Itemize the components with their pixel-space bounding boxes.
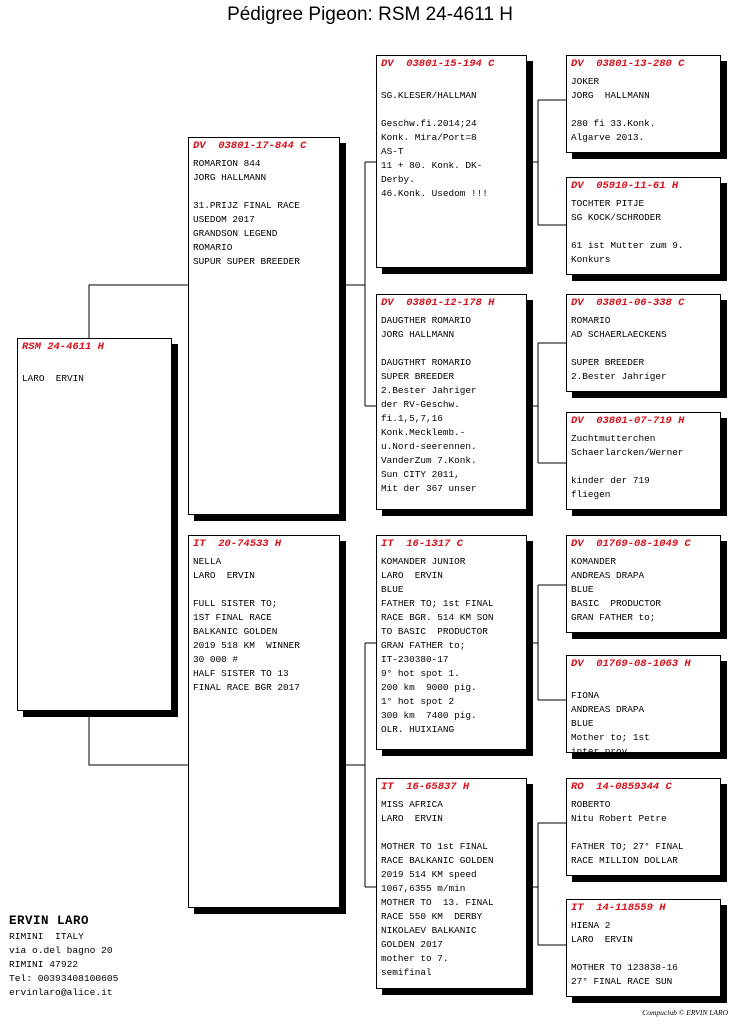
breeder-line: RIMINI 47922 xyxy=(9,959,79,971)
pedigree-card-sire-sire xyxy=(376,55,527,268)
card-line: fi.1,5,7,16 xyxy=(381,413,443,424)
ring-number: RSM 24-4611 H xyxy=(22,341,104,353)
pedigree-card-dsd xyxy=(566,655,721,757)
card-line: 1067,6355 m/min xyxy=(381,883,466,894)
ring-number: IT 20-74533 H xyxy=(193,538,282,550)
page-title: Pédigree Pigeon: RSM 24-4611 H xyxy=(227,4,513,25)
card-line: NELLA xyxy=(193,556,222,567)
card-line: AD SCHAERLAECKENS xyxy=(571,329,667,340)
card-line: ANDREAS DRAPA xyxy=(571,704,645,715)
card-line: mother to 7. xyxy=(381,953,449,964)
card-line: u.Nord-seerennen. xyxy=(381,441,477,452)
ring-number: IT 16-65837 H xyxy=(381,781,470,793)
card-line: MOTHER TO 13. FINAL xyxy=(381,897,494,908)
card-line: RACE BALKANIC GOLDEN xyxy=(381,855,494,866)
card-line: 2.Bester Jahriger xyxy=(571,371,667,382)
card-line: GRANDSON LEGEND xyxy=(193,228,278,239)
card-line: IT-230380-17 xyxy=(381,654,449,665)
card-line: LARO ERVIN xyxy=(193,570,255,581)
pedigree-card-sds xyxy=(566,294,721,392)
card-line: DAUGTHER ROMARIO xyxy=(381,315,472,326)
card-line: Sun CITY 2011, xyxy=(381,469,460,480)
card-line: Geschw.fi.2014;24 xyxy=(381,118,477,129)
card-line: Zuchtmutterchen xyxy=(571,433,656,444)
pedigree-card-sdd xyxy=(566,412,721,510)
card-line: RACE BGR. 514 KM SON xyxy=(381,612,494,623)
card-line: FULL SISTER TO; xyxy=(193,598,278,609)
pedigree-card-dam-dam xyxy=(376,778,527,989)
ring-number: DV 03801-07-719 H xyxy=(571,415,685,427)
card-line: Schaerlarcken/Werner xyxy=(571,447,684,458)
breeder-line: via o.del bagno 20 xyxy=(9,945,113,957)
card-line: 2.Bester Jahriger xyxy=(381,385,477,396)
card-line: 61 ist Mutter zum 9. xyxy=(571,240,684,251)
card-line: HALF SISTER TO 13 xyxy=(193,668,289,679)
card-line: ROMARIO xyxy=(571,315,611,326)
card-line: RACE MILLION DOLLAR xyxy=(571,855,678,866)
card-line: Algarve 2013. xyxy=(571,132,645,143)
card-line: SG KOCK/SCHRODER xyxy=(571,212,662,223)
card-line: SG.KLESER/HALLMAN xyxy=(381,90,477,101)
card-line: GRAN FATHER to; xyxy=(381,640,466,651)
card-line: LARO ERVIN xyxy=(571,934,633,945)
pedigree-card-dds xyxy=(566,778,721,876)
card-line: Konk. Mira/Port=8 xyxy=(381,132,477,143)
breeder-info xyxy=(9,912,118,1000)
card-line: LARO ERVIN xyxy=(381,570,443,581)
ring-number: IT 14-118559 H xyxy=(571,902,666,914)
card-line: 11 + 80. Konk. DK- xyxy=(381,160,483,171)
card-line: BLUE xyxy=(381,584,404,595)
card-line: Derby. xyxy=(381,174,415,185)
card-line: 9° hot spot 1. xyxy=(381,668,460,679)
breeder-email: ervinlaro@alice.it xyxy=(9,987,113,999)
pedigree-card-sire xyxy=(188,137,340,515)
card-line: JORG HALLMANN xyxy=(571,90,650,101)
card-line: semifinal xyxy=(381,967,432,978)
ring-number: DV 01769-08-1049 C xyxy=(571,538,691,550)
card-line: 2019 514 KM speed xyxy=(381,869,477,880)
footer-credit: Compuclub © ERVIN LARO xyxy=(642,1008,728,1017)
card-line: Nitu Robert Petre xyxy=(571,813,667,824)
pedigree-card-dss xyxy=(566,535,721,633)
card-line: HIENA 2 xyxy=(571,920,611,931)
pedigree-card-subject xyxy=(17,338,172,711)
breeder-line: Tel: 00393408100605 xyxy=(9,973,119,985)
ring-number: RO 14-0859344 C xyxy=(571,781,672,793)
card-line: 280 fi 33.Konk. xyxy=(571,118,656,129)
card-line: fliegen xyxy=(571,489,611,500)
card-line: BLUE xyxy=(571,718,594,729)
card-line: 1° hot spot 2 xyxy=(381,696,455,707)
card-line: Mother to; 1st xyxy=(571,732,650,743)
card-line: ROMARION 844 xyxy=(193,158,261,169)
card-line: Mit der 367 unser xyxy=(381,483,477,494)
card-line: AS-T xyxy=(381,146,404,157)
pedigree-card-sss xyxy=(566,55,721,153)
card-line: inter.prov. xyxy=(571,746,633,757)
card-line: OLR. HUIXIANG xyxy=(381,724,455,735)
card-line: 46.Konk. Usedom !!! xyxy=(381,188,488,199)
card-line: 27° FINAL RACE SUN xyxy=(571,976,673,987)
ring-number: DV 03801-13-280 C xyxy=(571,58,685,70)
card-line: 2019 518 KM WINNER xyxy=(193,640,300,651)
card-line: ROBERTO xyxy=(571,799,611,810)
card-line: JORG HALLMANN xyxy=(193,172,267,183)
card-line: FATHER TO; 27° FINAL xyxy=(571,841,684,852)
card-line: ANDREAS DRAPA xyxy=(571,570,645,581)
card-line: KOMANDER xyxy=(571,556,617,567)
card-line: FIONA xyxy=(571,690,600,701)
card-line: FATHER TO; 1st FINAL xyxy=(381,598,494,609)
card-line: KOMANDER JUNIOR xyxy=(381,556,466,567)
card-line: TO BASIC PRODUCTOR xyxy=(381,626,488,637)
ring-number: DV 03801-17-844 C xyxy=(193,140,307,152)
card-line: MOTHER TO 123838-16 xyxy=(571,962,678,973)
ring-number: DV 03801-15-194 C xyxy=(381,58,495,70)
card-line: NIKOLAEV BALKANIC xyxy=(381,925,477,936)
card-line: JORG HALLMANN xyxy=(381,329,455,340)
card-line: LARO ERVIN xyxy=(381,813,443,824)
card-line: BASIC PRODUCTOR xyxy=(571,598,662,609)
card-line: USEDOM 2017 xyxy=(193,214,255,225)
card-line: SUPUR SUPER BREEDER xyxy=(193,256,300,267)
card-line: Konkurs xyxy=(571,254,611,265)
ring-number: DV 01769-08-1063 H xyxy=(571,658,691,670)
card-line: DAUGTHRT ROMARIO xyxy=(381,357,472,368)
card-line: SUPER BREEDER xyxy=(381,371,455,382)
ring-number: DV 03801-06-338 C xyxy=(571,297,685,309)
card-line: LARO ERVIN xyxy=(22,373,84,384)
pedigree-card-ddd xyxy=(566,899,721,997)
card-line: GOLDEN 2017 xyxy=(381,939,443,950)
pedigree-card-dam xyxy=(188,535,340,908)
card-line: der RV-Geschw. xyxy=(381,399,460,410)
card-line: TOCHTER PITJE xyxy=(571,198,645,209)
card-line: 30 000 # xyxy=(193,654,239,665)
breeder-line: RIMINI ITALY xyxy=(9,931,84,942)
pedigree-card-ssd xyxy=(566,177,721,275)
card-line: RACE 550 KM DERBY xyxy=(381,911,483,922)
card-line: ROMARIO xyxy=(193,242,233,253)
card-line: GRAN FATHER to; xyxy=(571,612,656,623)
card-line: 300 km 7400 pig. xyxy=(381,710,477,721)
card-line: BALKANIC GOLDEN xyxy=(193,626,278,637)
pedigree-card-dam-sire xyxy=(376,535,527,750)
card-line: MISS AFRICA xyxy=(381,799,443,810)
breeder-name: ERVIN LARO xyxy=(9,914,90,928)
card-line: VanderZum 7.Konk. xyxy=(381,455,477,466)
card-line: FINAL RACE BGR 2017 xyxy=(193,682,300,693)
card-line: JOKER xyxy=(571,76,600,87)
card-line: MOTHER TO 1st FINAL xyxy=(381,841,488,852)
card-line: 200 km 9000 pig. xyxy=(381,682,477,693)
ring-number: IT 16-1317 C xyxy=(381,538,463,550)
pedigree-card-sire-dam xyxy=(376,294,527,510)
card-line: SUPER BREEDER xyxy=(571,357,645,368)
card-line: 31.PRIJZ FINAL RACE xyxy=(193,200,300,211)
ring-number: DV 05910-11-61 H xyxy=(571,180,679,192)
ring-number: DV 03801-12-178 H xyxy=(381,297,495,309)
card-line: kinder der 719 xyxy=(571,475,650,486)
card-line: BLUE xyxy=(571,584,594,595)
card-line: 1ST FINAL RACE xyxy=(193,612,272,623)
card-line: Konk.Mecklemb.- xyxy=(381,427,466,438)
